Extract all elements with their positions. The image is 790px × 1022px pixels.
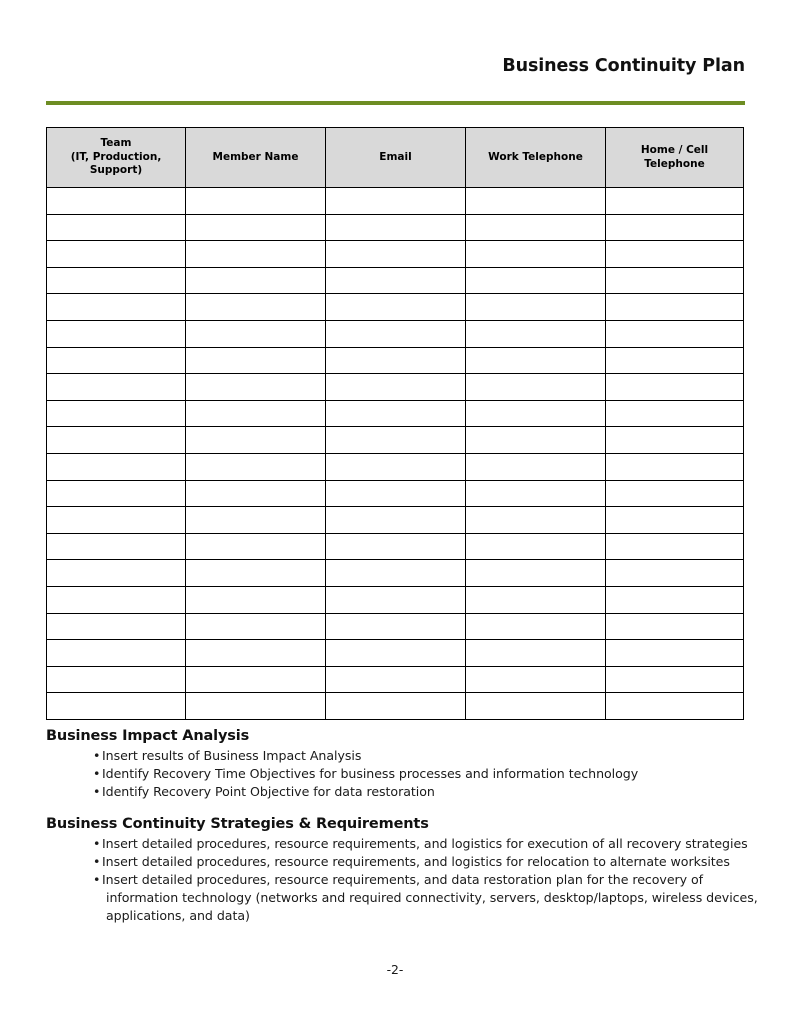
table-cell[interactable] — [326, 188, 466, 215]
column-header-team-line2: (IT, Production, — [70, 150, 162, 163]
table-cell[interactable] — [47, 214, 186, 241]
list-item — [46, 783, 758, 801]
table-cell[interactable] — [326, 214, 466, 241]
table-cell[interactable] — [466, 320, 606, 347]
table-cell[interactable] — [606, 374, 744, 401]
table-cell[interactable] — [326, 560, 466, 587]
table-cell[interactable] — [326, 613, 466, 640]
table-row[interactable] — [47, 613, 744, 640]
table-cell[interactable] — [186, 613, 326, 640]
table-cell[interactable] — [606, 267, 744, 294]
table-cell[interactable] — [47, 188, 186, 215]
table-cell[interactable] — [606, 241, 744, 268]
table-cell[interactable] — [186, 241, 326, 268]
table-cell[interactable] — [47, 533, 186, 560]
table-cell[interactable] — [466, 453, 606, 480]
table-cell[interactable] — [47, 613, 186, 640]
table-cell[interactable] — [186, 640, 326, 667]
table-cell[interactable] — [606, 214, 744, 241]
table-row[interactable] — [47, 586, 744, 613]
table-cell[interactable] — [466, 480, 606, 507]
table-cell[interactable] — [47, 241, 186, 268]
table-row[interactable] — [47, 294, 744, 321]
table-cell[interactable] — [47, 640, 186, 667]
table-cell[interactable] — [47, 507, 186, 534]
list-item — [46, 871, 758, 925]
table-row[interactable] — [47, 188, 744, 215]
table-cell[interactable] — [466, 640, 606, 667]
table-cell[interactable] — [47, 267, 186, 294]
table-cell[interactable] — [606, 453, 744, 480]
table-cell[interactable] — [606, 586, 744, 613]
team-contact-table — [46, 127, 744, 720]
table-cell[interactable] — [47, 347, 186, 374]
table-row[interactable] — [47, 560, 744, 587]
table-cell[interactable] — [326, 507, 466, 534]
list-item-text: Insert results of Business Impact Analysis — [102, 748, 362, 764]
page-title: Business Continuity Plan — [502, 56, 745, 76]
table-cell[interactable] — [186, 453, 326, 480]
table-cell[interactable] — [466, 267, 606, 294]
table-cell[interactable] — [466, 347, 606, 374]
list-item-text-continued: applications, and data) — [106, 907, 250, 923]
table-cell[interactable] — [466, 693, 606, 720]
table-cell[interactable] — [606, 294, 744, 321]
table-cell[interactable] — [466, 613, 606, 640]
section-heading-business-continuity-strategies: Business Continuity Strategies & Requirements — [46, 816, 429, 832]
table-cell[interactable] — [466, 586, 606, 613]
table-row[interactable] — [47, 693, 744, 720]
table-cell[interactable] — [326, 427, 466, 454]
table-cell[interactable] — [47, 666, 186, 693]
table-cell[interactable] — [186, 427, 326, 454]
table-row[interactable] — [47, 347, 744, 374]
table-cell[interactable] — [47, 400, 186, 427]
table-cell[interactable] — [186, 586, 326, 613]
table-cell[interactable] — [466, 507, 606, 534]
table-cell[interactable] — [326, 347, 466, 374]
table-cell[interactable] — [606, 480, 744, 507]
table-row[interactable] — [47, 480, 744, 507]
table-cell[interactable] — [186, 214, 326, 241]
table-cell[interactable] — [326, 693, 466, 720]
table-cell[interactable] — [606, 640, 744, 667]
table-body — [47, 188, 744, 720]
table-cell[interactable] — [466, 214, 606, 241]
table-row[interactable] — [47, 453, 744, 480]
table-cell[interactable] — [186, 294, 326, 321]
table-cell[interactable] — [606, 613, 744, 640]
table-cell[interactable] — [47, 374, 186, 401]
table-row[interactable] — [47, 666, 744, 693]
document-header — [46, 56, 745, 77]
table-cell[interactable] — [606, 693, 744, 720]
table-cell[interactable] — [326, 267, 466, 294]
list-item-text-continued: information technology (networks and required connectivity, servers, desktop/laptops, wireless devices, — [106, 889, 758, 905]
table-cell[interactable] — [326, 586, 466, 613]
table-row[interactable] — [47, 507, 744, 534]
table-cell[interactable] — [326, 640, 466, 667]
table-cell[interactable] — [466, 188, 606, 215]
table-cell[interactable] — [466, 241, 606, 268]
table-row[interactable] — [47, 241, 744, 268]
table-cell[interactable] — [466, 666, 606, 693]
table-cell[interactable] — [47, 560, 186, 587]
table-cell[interactable] — [47, 586, 186, 613]
table-cell[interactable] — [606, 188, 744, 215]
table-cell[interactable] — [606, 560, 744, 587]
table-cell[interactable] — [466, 374, 606, 401]
table-cell[interactable] — [47, 453, 186, 480]
table-cell[interactable] — [606, 400, 744, 427]
table-cell[interactable] — [47, 320, 186, 347]
table-cell[interactable] — [326, 400, 466, 427]
table-cell[interactable] — [606, 533, 744, 560]
list-item-text: Identify Recovery Point Objective for data restoration — [102, 783, 435, 799]
table-cell[interactable] — [47, 294, 186, 321]
section-business-continuity-strategies — [46, 815, 758, 925]
table-cell[interactable] — [606, 347, 744, 374]
bullet-list-business-impact-analysis — [46, 747, 758, 801]
column-header-team-line3: Support) — [89, 164, 143, 177]
header-divider-rule — [46, 101, 745, 105]
column-header-team-line1: Team — [100, 137, 132, 150]
table-cell[interactable] — [186, 666, 326, 693]
table-cell[interactable] — [466, 294, 606, 321]
table-row[interactable] — [47, 320, 744, 347]
table-header-row — [47, 128, 744, 188]
table-cell[interactable] — [326, 241, 466, 268]
bullet-list-business-continuity-strategies — [46, 835, 758, 924]
table-cell[interactable] — [186, 480, 326, 507]
list-item-text: Insert detailed procedures, resource requirements, and logistics for execution of all recovery strategies — [102, 836, 748, 852]
list-item — [46, 835, 758, 853]
table-row[interactable] — [47, 427, 744, 454]
table-cell[interactable] — [186, 533, 326, 560]
table-cell[interactable] — [186, 560, 326, 587]
table-cell[interactable] — [47, 427, 186, 454]
table-cell[interactable] — [326, 480, 466, 507]
list-item-text: Identify Recovery Time Objectives for business processes and information technology — [102, 766, 639, 781]
table-cell[interactable] — [47, 480, 186, 507]
table-cell[interactable] — [186, 400, 326, 427]
table-cell[interactable] — [186, 320, 326, 347]
page-number-footer: -2- — [386, 962, 404, 977]
table-cell[interactable] — [466, 533, 606, 560]
table-cell[interactable] — [326, 533, 466, 560]
table-cell[interactable] — [466, 427, 606, 454]
list-item — [46, 747, 758, 765]
table-cell[interactable] — [186, 693, 326, 720]
table-cell[interactable] — [606, 666, 744, 693]
table-cell[interactable] — [466, 400, 606, 427]
table-header-row — [47, 128, 744, 188]
table-cell[interactable] — [47, 693, 186, 720]
table-row[interactable] — [47, 533, 744, 560]
table-cell[interactable] — [606, 427, 744, 454]
table-cell[interactable] — [326, 294, 466, 321]
table-row[interactable] — [47, 374, 744, 401]
list-item-text: Insert detailed procedures, resource requirements, and data restoration plan for the recovery of — [102, 871, 704, 887]
list-item — [46, 765, 758, 783]
table-cell[interactable] — [326, 320, 466, 347]
column-header-team — [47, 128, 186, 188]
section-heading-business-impact-analysis: Business Impact Analysis — [46, 728, 250, 744]
table-cell[interactable] — [606, 320, 744, 347]
table-row[interactable] — [47, 640, 744, 667]
table-cell[interactable] — [186, 267, 326, 294]
table-cell[interactable] — [466, 560, 606, 587]
section-business-impact-analysis — [46, 727, 758, 801]
table-row[interactable] — [47, 214, 744, 241]
list-item-text: Insert detailed procedures, resource requirements, and logistics for relocation to alternate worksites — [102, 854, 730, 869]
column-header-work-telephone: Work Telephone — [466, 128, 606, 188]
column-header-email: Email — [326, 128, 466, 188]
column-header-home-cell-telephone: Home / Cell Telephone — [606, 128, 744, 188]
table-cell[interactable] — [186, 188, 326, 215]
list-item — [46, 853, 758, 871]
table-cell[interactable] — [326, 666, 466, 693]
table-row[interactable] — [47, 400, 744, 427]
table-cell[interactable] — [326, 453, 466, 480]
table-cell[interactable] — [186, 347, 326, 374]
table-cell[interactable] — [326, 374, 466, 401]
table-cell[interactable] — [606, 507, 744, 534]
table-cell[interactable] — [186, 374, 326, 401]
table-row[interactable] — [47, 267, 744, 294]
table-cell[interactable] — [186, 507, 326, 534]
column-header-member-name: Member Name — [186, 128, 326, 188]
